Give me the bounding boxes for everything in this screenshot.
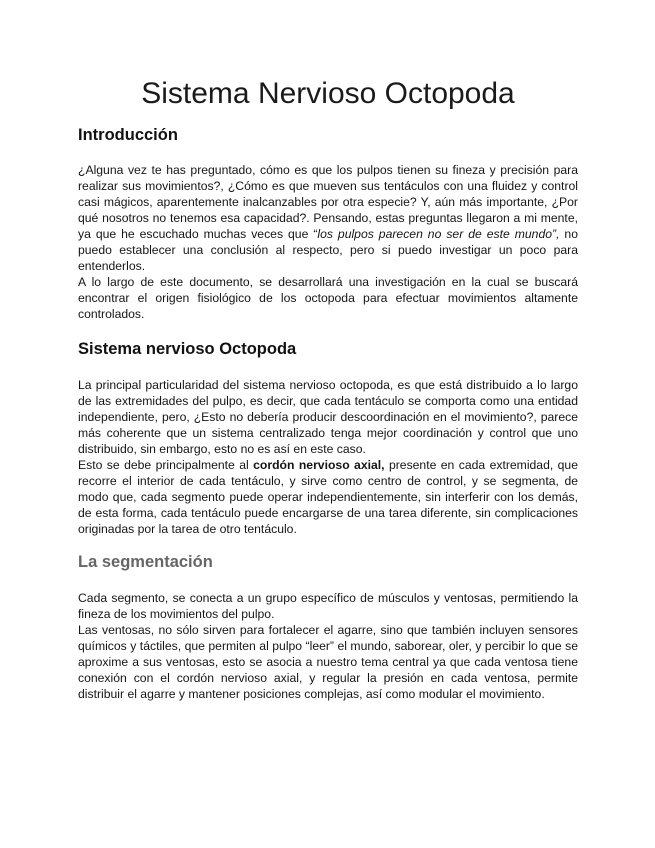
section-heading-introduccion: Introducción <box>78 126 178 144</box>
intro-paragraph-2: A lo largo de este documento, se desarrollará una investigación en la cual se buscará encontrar el origen fisiológico de los octopoda para efectuar movimientos altamente controlados. <box>78 275 578 321</box>
segmentation-paragraph-2: Las ventosas, no sólo sirven para fortalecer el agarre, sino que también incluyen sensores químicos y táctiles, que permiten al pulpo “leer” el mundo, saborear, oler, y percibir lo que se aproxime a sus ventosas, esto se asocia a nuestro tema central ya que cada ventosa tiene conexión con el cordón nervioso axial, y regular la presión en cada ventosa, permite distribuir el agarre y mantener posiciones complejas, así como modular el movimiento. <box>78 623 578 701</box>
intro-paragraph-1-italic-quote: los pulpos parecen no ser de este mundo”, <box>317 227 560 241</box>
section-heading-sistema-nervioso: Sistema nervioso Octopoda <box>78 340 297 358</box>
intro-paragraph-1-text-end: no puedo establecer una conclusión al respecto, pero si puedo investigar un poco para entenderlos. <box>78 227 578 273</box>
segmentation-paragraph-1: Cada segmento, se conecta a un grupo específico de músculos y ventosas, permitiendo la fineza de los movimientos del pulpo. <box>78 591 578 621</box>
nervous-paragraph-2-text-end: presente en cada extremidad, que recorre el interior de cada tentáculo, y sirve como centro de control, y se segmenta, de modo que, cada segmento puede operar independientemente, sin interferir con los demás, de esta forma, cada tentáculo puede encargarse de una tarea diferente, sin complicaciones originadas por la tarea de otro tentáculo. <box>78 458 578 536</box>
nervous-paragraph-1: La principal particularidad del sistema nervioso octopoda, es que está distribuido a lo largo de las extremidades del pulpo, es decir, que cada tentáculo se comporta como una entidad independiente, pero, ¿Esto no debería producir descoordinación en el movimiento?, parece más coherente que un sistema centralizado tenga mejor coordinación y control que uno distribuido, sin embargo, esto no es así en este caso. <box>78 378 578 456</box>
nervous-paragraph-2 <box>78 457 578 537</box>
nervous-paragraph-2-bold-term: cordón nervioso axial, <box>253 458 385 472</box>
intro-paragraph-1 <box>78 162 578 274</box>
document-title: Sistema Nervioso Octopoda <box>141 77 515 110</box>
section-heading-segmentacion: La segmentación <box>78 553 213 571</box>
nervous-paragraph-2-text: Esto se debe principalmente al <box>78 458 254 472</box>
intro-paragraph-1-text: ¿Alguna vez te has preguntado, cómo es que los pulpos tienen su fineza y precisión para realizar sus movimientos?, ¿Cómo es que mueven sus tentáculos con una fluidez y control casi mágicos, aparentemente inalcanzables por otra especie? Y, aún más importante, ¿Por qué nosotros no tenemos esa capacidad?. Pensando, estas preguntas llegaron a mi mente, ya que he escuchado muchas veces que “ <box>78 163 578 241</box>
